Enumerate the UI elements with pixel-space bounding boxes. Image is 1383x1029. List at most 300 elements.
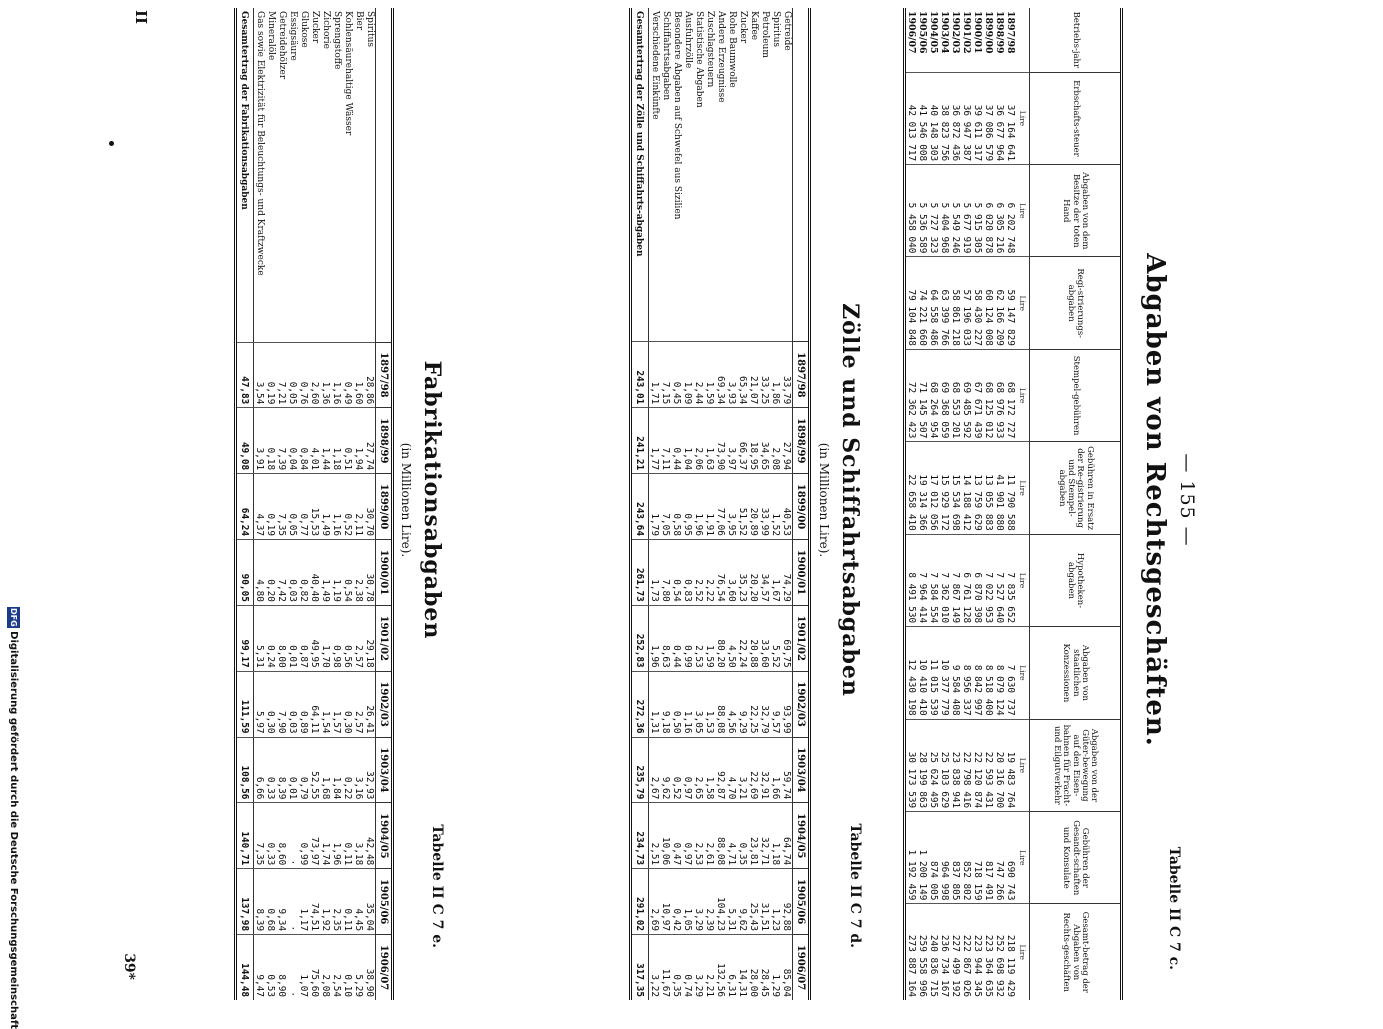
- value-cell: 33,25: [759, 342, 770, 408]
- unit-label: Lire: [1016, 442, 1030, 534]
- value-cell: 0,82: [298, 540, 309, 606]
- value-cell: 7 630 737: [1005, 627, 1016, 719]
- column-header: Stempel-gebühren: [1030, 349, 1122, 441]
- value-cell: 0,19: [265, 474, 276, 540]
- value-cell: 1,96: [331, 803, 342, 869]
- table-row: [660, 8, 671, 1000]
- value-cell: 34,57: [759, 539, 770, 605]
- column-header: Gebühren in Ersatz der Re-gistrierung und Stempel-abgaben: [1030, 442, 1122, 534]
- value-cell: 74,29: [781, 539, 793, 605]
- total-value: 111,59: [236, 671, 254, 737]
- value-cell: 2,38: [353, 540, 364, 606]
- value-cell: 1,96: [693, 474, 704, 540]
- value-cell: 66,37: [737, 408, 748, 474]
- table-row: [928, 8, 939, 1000]
- value-cell: 79 104 848: [905, 257, 918, 349]
- value-cell: 1,52: [770, 474, 781, 540]
- value-cell: 64,11: [309, 671, 320, 737]
- value-cell: 0,24: [265, 605, 276, 671]
- value-cell: 7 835 652: [1005, 534, 1016, 626]
- value-cell: 0,05: [287, 342, 298, 408]
- value-cell: 0,01: [287, 605, 298, 671]
- value-cell: 3,16: [353, 737, 364, 803]
- value-cell: 0,18: [265, 408, 276, 474]
- row-label: Spiritus: [771, 11, 781, 48]
- value-cell: 0,51: [342, 408, 353, 474]
- value-cell: 71 145 507: [917, 349, 928, 441]
- footer-signature: 39*: [121, 953, 137, 980]
- total-value: 243,64: [631, 474, 649, 540]
- year-header: 1903/04: [793, 737, 810, 803]
- value-cell: 236 734 167: [939, 904, 950, 1000]
- value-cell: 27,94: [781, 408, 793, 474]
- value-cell: 0,30: [342, 671, 353, 737]
- table-b: [629, 8, 811, 1000]
- value-cell: 20 316 700: [994, 719, 1005, 811]
- year-header: 1906/07: [793, 935, 810, 1000]
- value-cell: 0,56: [342, 605, 353, 671]
- value-cell: 8 842 997: [972, 627, 983, 719]
- value-cell: 1,92: [320, 869, 331, 935]
- total-row: [631, 8, 649, 1000]
- value-cell: 2,08: [770, 408, 781, 474]
- value-cell: 3,54: [254, 342, 266, 408]
- value-cell: 2,44: [693, 342, 704, 408]
- value-cell: 8 079 124: [994, 627, 1005, 719]
- total-value: 64,24: [236, 474, 254, 540]
- table-b-subtitle: (in Millionen Lire).: [817, 442, 831, 558]
- value-cell: 9,29: [737, 671, 748, 737]
- value-cell: 40 148 303: [928, 72, 939, 164]
- total-label: Gesamtertrag der Fabrikationsabgaben: [236, 8, 254, 342]
- year-cell: 1904/05: [928, 11, 940, 54]
- value-cell: 88,08: [715, 671, 726, 737]
- table-c-subtitle: (in Millionen Lire).: [399, 442, 413, 558]
- value-cell: 1 200 149: [917, 812, 928, 904]
- row-label: Zuschlagsteuern: [705, 11, 715, 88]
- value-cell: 40,53: [781, 474, 793, 540]
- column-header: Hypotheken-abgaben: [1030, 534, 1122, 626]
- value-cell: 93,99: [781, 671, 793, 737]
- value-cell: 1,04: [682, 408, 693, 474]
- year-header: 1898/99: [376, 408, 393, 474]
- value-cell: 1,19: [331, 540, 342, 606]
- digitization-text: Digitalisierung gefördert durch die Deutsche Forschungsgemeinschaft: [8, 631, 19, 1029]
- total-value: 47,83: [236, 342, 254, 408]
- row-label: Essigsäure: [288, 11, 298, 61]
- value-cell: 227 499 192: [950, 904, 961, 1000]
- value-cell: 2,35: [331, 869, 342, 935]
- value-cell: 0,30: [265, 671, 276, 737]
- value-cell: 104,23: [715, 869, 726, 935]
- value-cell: 1,18: [331, 408, 342, 474]
- row-label: Besondere Abgaben auf Schwefel aus Sizilien: [672, 11, 682, 220]
- value-cell: 7,21: [276, 342, 287, 408]
- value-cell: 37 164 641: [1005, 72, 1016, 164]
- value-cell: 20,89: [748, 474, 759, 540]
- value-cell: 5,31: [254, 605, 266, 671]
- row-label: Glukose: [299, 11, 309, 48]
- year-header: 1901/02: [793, 605, 810, 671]
- value-cell: 3,95: [726, 474, 737, 540]
- value-cell: 7 362 010: [939, 534, 950, 626]
- value-cell: 7 022 953: [983, 534, 994, 626]
- value-cell: 1,17: [298, 869, 309, 935]
- value-cell: 6 761 128: [961, 534, 972, 626]
- row-label: Bier: [354, 11, 364, 31]
- value-cell: 26,41: [364, 671, 376, 737]
- value-cell: 30,78: [364, 540, 376, 606]
- row-label: Andere Erzeugnisse: [716, 11, 726, 103]
- table-c: [234, 8, 394, 1000]
- value-cell: 1,36: [320, 342, 331, 408]
- value-cell: 10 377 779: [939, 627, 950, 719]
- value-cell: 62 166 209: [994, 257, 1005, 349]
- total-value: 241,21: [631, 408, 649, 474]
- table-row: [682, 8, 693, 1000]
- value-cell: 1,29: [770, 935, 781, 1000]
- value-cell: 273 887 164: [905, 904, 918, 1000]
- unit-label: Lire: [1016, 719, 1030, 811]
- table-row: [759, 8, 770, 1000]
- value-cell: 0,50: [671, 671, 682, 737]
- total-value: 108,56: [236, 737, 254, 803]
- value-cell: 7,90: [276, 671, 287, 737]
- total-value: 234,73: [631, 803, 649, 869]
- value-cell: 5,97: [254, 671, 266, 737]
- value-cell: 73,90: [715, 408, 726, 474]
- row-label: Rohe Baumwolle: [727, 11, 737, 88]
- value-cell: 1,09: [682, 342, 693, 408]
- row-label: Kohlensäurehaltige Wässer: [343, 11, 353, 136]
- unit-label: Lire: [1016, 349, 1030, 441]
- value-cell: 2,06: [693, 408, 704, 474]
- value-cell: 8 491 530: [905, 534, 918, 626]
- value-cell: 8,60: [276, 803, 287, 869]
- value-cell: 5,31: [726, 869, 737, 935]
- total-value: 144,48: [236, 935, 254, 1000]
- value-cell: 1,58: [704, 737, 715, 803]
- total-value: 261,73: [631, 539, 649, 605]
- value-cell: 259 558 996: [917, 904, 928, 1000]
- value-cell: 1,57: [331, 671, 342, 737]
- value-cell: 28,86: [364, 342, 376, 408]
- value-cell: 9,62: [660, 737, 671, 803]
- value-cell: 31,51: [759, 869, 770, 935]
- year-header: 1897/98: [376, 342, 393, 408]
- value-cell: 5 549 246: [950, 165, 961, 257]
- row-label: Schiffahrtsabgaben: [661, 11, 671, 101]
- value-cell: 2,57: [353, 671, 364, 737]
- value-cell: 0,10: [342, 935, 353, 1000]
- table-a: [903, 8, 1123, 1000]
- value-cell: 41 546 008: [917, 72, 928, 164]
- value-cell: 4,71: [726, 803, 737, 869]
- row-label: Getreidehölzer: [277, 11, 287, 80]
- value-cell: 5 915 305: [972, 165, 983, 257]
- value-cell: 69 485 592: [961, 349, 972, 441]
- value-cell: 7,39: [276, 408, 287, 474]
- value-cell: 22 120 874: [972, 719, 983, 811]
- year-header: 1900/01: [376, 540, 393, 606]
- value-cell: 8,63: [660, 605, 671, 671]
- total-value: 49,08: [236, 408, 254, 474]
- year-header: 1904/05: [376, 803, 393, 869]
- year-cell: 1905/06: [917, 11, 929, 54]
- row-label: Ausfuhrzölle: [683, 11, 693, 69]
- value-cell: 1,91: [704, 474, 715, 540]
- value-cell: 18,95: [748, 408, 759, 474]
- value-cell: 3,29: [693, 869, 704, 935]
- value-cell: 69,34: [715, 342, 726, 408]
- table-row: [781, 8, 793, 1000]
- value-cell: 1,05: [682, 869, 693, 935]
- value-cell: 0,76: [298, 342, 309, 408]
- value-cell: 6 870 398: [972, 534, 983, 626]
- value-cell: 68 125 012: [983, 349, 994, 441]
- value-cell: 92,87: [715, 737, 726, 803]
- table-row: [950, 8, 961, 1000]
- value-cell: 2,60: [309, 342, 320, 408]
- value-cell: 0,83: [682, 539, 693, 605]
- value-cell: 1,96: [649, 605, 661, 671]
- total-value: 99,17: [236, 605, 254, 671]
- value-cell: 6,66: [254, 737, 266, 803]
- table-row: [704, 8, 715, 1000]
- value-cell: 9,18: [660, 671, 671, 737]
- year-cell: 1898/99: [994, 11, 1006, 54]
- value-cell: 7,42: [276, 540, 287, 606]
- value-cell: 3,18: [353, 803, 364, 869]
- unit-label: [1016, 8, 1030, 72]
- value-cell: 19 483 764: [1005, 719, 1016, 811]
- value-cell: 39 611 317: [972, 72, 983, 164]
- value-cell: 88,08: [715, 803, 726, 869]
- value-cell: 32,91: [759, 737, 770, 803]
- table-b-title: Zölle und Schiffahrtsabgaben: [837, 303, 863, 697]
- value-cell: 58 861 218: [950, 257, 961, 349]
- value-cell: 0,05: [287, 474, 298, 540]
- value-cell: 1,16: [331, 342, 342, 408]
- value-cell: 69 368 059: [939, 349, 950, 441]
- value-cell: 22 658 410: [905, 442, 918, 534]
- row-label: Zichorie: [321, 11, 331, 49]
- value-cell: 25 103 629: [939, 719, 950, 811]
- value-cell: 0,01: [287, 737, 298, 803]
- value-cell: 14 188 412: [961, 442, 972, 534]
- value-cell: 7 527 640: [994, 534, 1005, 626]
- value-cell: 6,31: [726, 935, 737, 1000]
- value-cell: 13 759 629: [972, 442, 983, 534]
- year-cell: 1900/01: [972, 11, 984, 54]
- value-cell: 1,71: [649, 342, 661, 408]
- value-cell: 19 314 366: [917, 442, 928, 534]
- value-cell: 38 823 756: [939, 72, 950, 164]
- value-cell: 65,34: [737, 342, 748, 408]
- value-cell: 15 929 172: [939, 442, 950, 534]
- value-cell: 22,69: [748, 737, 759, 803]
- total-value: 90,05: [236, 540, 254, 606]
- unit-label: Lire: [1016, 257, 1030, 349]
- table-row: [649, 8, 661, 1000]
- year-cell: 1902/03: [950, 11, 962, 54]
- value-cell: 0,35: [671, 935, 682, 1000]
- value-cell: 35,23: [737, 539, 748, 605]
- value-cell: 8 956 337: [961, 627, 972, 719]
- value-cell: 0,49: [342, 342, 353, 408]
- value-cell: 80,20: [715, 605, 726, 671]
- value-cell: 7 584 554: [928, 534, 939, 626]
- value-cell: 20,20: [748, 539, 759, 605]
- unit-label: Lire: [1016, 812, 1030, 904]
- value-cell: 240 836 715: [928, 904, 939, 1000]
- value-cell: 21,07: [748, 342, 759, 408]
- value-cell: 747 266: [994, 812, 1005, 904]
- value-cell: 1,07: [298, 935, 309, 1000]
- table-c-id: Tabelle II C 7 e.: [429, 824, 445, 948]
- value-cell: 17 012 056: [928, 442, 939, 534]
- value-cell: 2,22: [704, 539, 715, 605]
- table-row: [671, 8, 682, 1000]
- value-cell: 60 124 008: [983, 257, 994, 349]
- value-cell: 2,53: [693, 803, 704, 869]
- value-cell: 1 192 459: [905, 812, 918, 904]
- value-cell: 5,29: [353, 935, 364, 1000]
- value-cell: 0,77: [298, 474, 309, 540]
- value-cell: 1,59: [704, 342, 715, 408]
- value-cell: 9,34: [276, 869, 287, 935]
- value-cell: 2,21: [704, 935, 715, 1000]
- table-row: [342, 8, 353, 1000]
- table-row: [1005, 8, 1016, 1000]
- value-cell: 1,74: [320, 803, 331, 869]
- value-cell: 874 005: [928, 812, 939, 904]
- value-cell: 32,79: [759, 671, 770, 737]
- table-row: [939, 8, 950, 1000]
- value-cell: 0,20: [265, 540, 276, 606]
- table-row: [994, 8, 1005, 1000]
- value-cell: 2,67: [649, 737, 661, 803]
- value-cell: 4,80: [254, 540, 266, 606]
- value-cell: 2,11: [353, 474, 364, 540]
- value-cell: 0,44: [671, 408, 682, 474]
- value-cell: 7,35: [254, 803, 266, 869]
- table-row: [917, 8, 928, 1000]
- value-cell: 0,45: [671, 342, 682, 408]
- value-cell: 28,00: [748, 935, 759, 1000]
- year-header: 1898/99: [793, 408, 810, 474]
- table-row: [364, 8, 376, 1000]
- value-cell: 3,29: [693, 935, 704, 1000]
- value-cell: 8,00: [276, 605, 287, 671]
- year-cell: 1899/00: [983, 11, 995, 54]
- value-cell: 2,65: [693, 737, 704, 803]
- value-cell: 0,33: [265, 737, 276, 803]
- value-cell: 67 671 439: [972, 349, 983, 441]
- table-row: [748, 8, 759, 1000]
- value-cell: 14,31: [737, 935, 748, 1000]
- value-cell: 3,97: [726, 408, 737, 474]
- year-header: 1899/00: [793, 474, 810, 540]
- column-header: Abgaben von dem Besitze der toten Hand: [1030, 165, 1122, 257]
- total-row: [236, 8, 254, 1000]
- value-cell: 69,75: [781, 605, 793, 671]
- value-cell: 34,65: [759, 408, 770, 474]
- value-cell: ·: [287, 935, 298, 1000]
- value-cell: 0,84: [298, 408, 309, 474]
- value-cell: 9 584 408: [950, 627, 961, 719]
- total-value: 272,36: [631, 671, 649, 737]
- unit-label: Lire: [1016, 904, 1030, 1000]
- value-cell: 3,21: [737, 737, 748, 803]
- value-cell: 4,50: [726, 605, 737, 671]
- value-cell: 2,52: [693, 539, 704, 605]
- value-cell: 0,68: [265, 869, 276, 935]
- value-cell: 0,58: [671, 474, 682, 540]
- footer-left-mark: II: [132, 10, 150, 25]
- value-cell: 2,54: [331, 935, 342, 1000]
- value-cell: 27,74: [364, 408, 376, 474]
- value-cell: 3,05: [693, 671, 704, 737]
- value-cell: 42,48: [364, 803, 376, 869]
- value-cell: 1,70: [320, 605, 331, 671]
- value-cell: 0,97: [682, 803, 693, 869]
- value-cell: 7,05: [660, 474, 671, 540]
- table-row: [983, 8, 994, 1000]
- table-row: [276, 8, 287, 1000]
- column-header: Gesamt-betrag der Abgaben von Rechts-geschäften: [1030, 904, 1122, 1000]
- value-cell: 9,47: [254, 935, 266, 1000]
- value-cell: 1,53: [704, 671, 715, 737]
- value-cell: 1,67: [770, 539, 781, 605]
- value-cell: 223 944 345: [972, 904, 983, 1000]
- value-cell: 76,54: [715, 539, 726, 605]
- year-header: 1904/05: [793, 803, 810, 869]
- year-header: 1901/02: [376, 605, 393, 671]
- row-label: Zucker: [738, 11, 748, 44]
- value-cell: 7,80: [660, 539, 671, 605]
- value-cell: 40,40: [309, 540, 320, 606]
- value-cell: 11 015 539: [928, 627, 939, 719]
- column-header: Betriebs-jahr: [1070, 11, 1081, 69]
- year-header: 1900/01: [793, 539, 810, 605]
- value-cell: 63 399 766: [939, 257, 950, 349]
- dfg-badge: DFG: [9, 608, 18, 627]
- page-number: — 155 —: [1176, 453, 1198, 547]
- value-cell: 22 593 431: [983, 719, 994, 811]
- total-label: Gesamtertrag der Zölle und Schiffahrts-abgaben: [631, 8, 649, 342]
- value-cell: 690 743: [1005, 812, 1016, 904]
- value-cell: 68 976 933: [994, 349, 1005, 441]
- row-label: Getreide: [782, 11, 792, 51]
- value-cell: 20,88: [748, 605, 759, 671]
- year-cell: 1897/98: [1005, 11, 1017, 54]
- row-label: Zucker: [310, 11, 320, 44]
- unit-label: Lire: [1016, 534, 1030, 626]
- value-cell: 15 534 698: [950, 442, 961, 534]
- year-cell: 1901/02: [961, 11, 973, 54]
- value-cell: 8,39: [254, 869, 266, 935]
- value-cell: 64,74: [781, 803, 793, 869]
- value-cell: 29,18: [364, 605, 376, 671]
- value-cell: 1,49: [320, 474, 331, 540]
- value-cell: 1,54: [320, 671, 331, 737]
- value-cell: 2,51: [649, 803, 661, 869]
- value-cell: 0,19: [265, 342, 276, 408]
- year-header: 1902/03: [376, 671, 393, 737]
- value-cell: 1,60: [353, 342, 364, 408]
- value-cell: 5,52: [770, 605, 781, 671]
